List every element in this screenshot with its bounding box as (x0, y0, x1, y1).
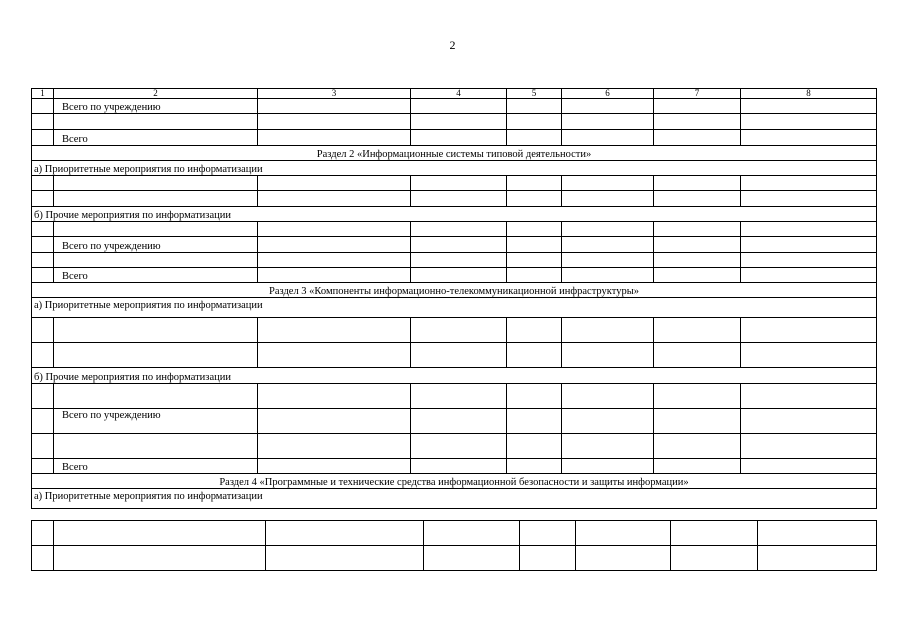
column-number-header: 2 (54, 89, 258, 99)
section-2-heading: Раздел 2 «Информационные системы типовой деятельности» (32, 146, 877, 161)
table-row (32, 222, 877, 237)
column-number-header: 6 (562, 89, 654, 99)
section-row (32, 283, 877, 298)
page-number: 2 (449, 38, 456, 52)
other-measures-heading: б) Прочие мероприятия по информатизации (32, 368, 877, 384)
section-3-heading: Раздел 3 «Компоненты информационно-телекоммуникационной инфраструктуры» (32, 283, 877, 298)
column-number-header: 4 (411, 89, 507, 99)
table-row (32, 343, 877, 368)
subsection-row (32, 207, 877, 222)
subsection-row (32, 161, 877, 176)
subsection-row (32, 489, 877, 509)
column-number-header: 3 (258, 89, 411, 99)
plan-table (31, 88, 877, 509)
priority-measures-heading: а) Приоритетные мероприятия по информатизации (32, 298, 877, 318)
column-number-header: 1 (32, 89, 54, 99)
column-number-header: 7 (654, 89, 741, 99)
subsection-row (32, 298, 877, 318)
total-by-institution-label: Всего по учреждению (54, 237, 258, 253)
table-row (32, 114, 877, 130)
table-row (32, 459, 877, 474)
table-row (32, 253, 877, 268)
table-row (32, 384, 877, 409)
section-row (32, 146, 877, 161)
total-by-institution-label: Всего по учреждению (54, 99, 258, 114)
table-row (32, 546, 877, 571)
table-row (32, 99, 877, 114)
column-header-row (32, 89, 877, 99)
column-number-header: 8 (741, 89, 877, 99)
table-row (32, 268, 877, 283)
table-row (32, 318, 877, 343)
table-row (32, 176, 877, 191)
subsection-row (32, 368, 877, 384)
other-measures-heading: б) Прочие мероприятия по информатизации (32, 207, 877, 222)
table-row (32, 130, 877, 146)
total-label: Всего (54, 130, 258, 146)
table-row (32, 409, 877, 434)
column-number-header: 5 (507, 89, 562, 99)
section-row (32, 474, 877, 489)
priority-measures-heading: а) Приоритетные мероприятия по информатизации (32, 161, 877, 176)
table-row (32, 434, 877, 459)
total-label: Всего (54, 459, 258, 474)
total-label: Всего (54, 268, 258, 283)
table-row (32, 521, 877, 546)
section-4-heading: Раздел 4 «Программные и технические средства информационной безопасности и защиты информации» (32, 474, 877, 489)
table-row (32, 191, 877, 207)
plan-table-continued (31, 520, 877, 571)
total-by-institution-label: Всего по учреждению (54, 409, 258, 434)
table-row (32, 237, 877, 253)
priority-measures-heading: а) Приоритетные мероприятия по информатизации (32, 489, 877, 509)
